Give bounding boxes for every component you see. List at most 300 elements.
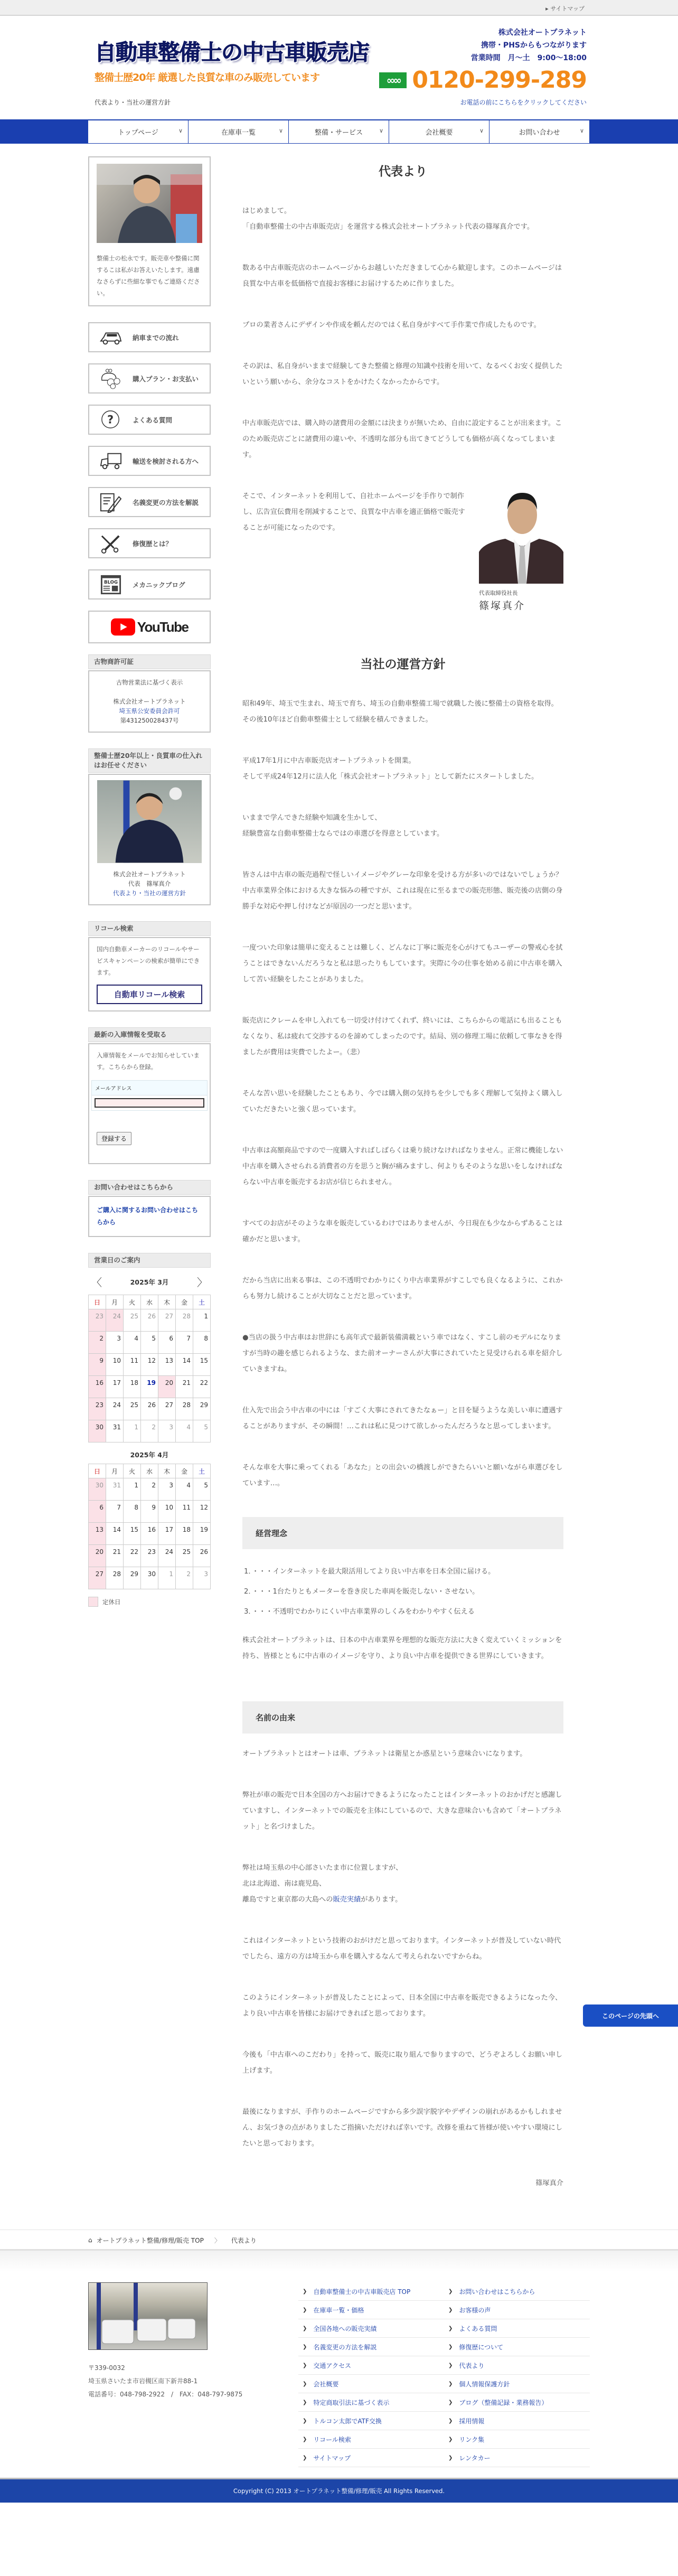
chevron-right-icon: ❯: [303, 2399, 307, 2405]
mechanic-link[interactable]: 代表より・当社の運営方針: [113, 889, 186, 897]
footer-link-label: リンク集: [459, 2436, 485, 2443]
calendar-day: 8: [124, 1501, 141, 1523]
sidebar-button-label: 修復歴とは？: [133, 539, 173, 548]
footer-link[interactable]: [298, 2430, 444, 2449]
calendar-header: [88, 1269, 211, 1295]
calendar-day: 20: [158, 1376, 176, 1398]
email-label: メールアドレス: [91, 1080, 208, 1095]
nav-label: 会社概要: [425, 129, 453, 137]
calendar-day: 11: [176, 1501, 193, 1523]
calendar-day: 2: [176, 1567, 193, 1589]
calendar-day: 26: [141, 1398, 158, 1420]
calendar-day: 14: [176, 1354, 193, 1376]
nav-label: お問い合わせ: [519, 129, 560, 137]
postal-code: 〒339-0032: [88, 2364, 125, 2372]
paragraph-text: があります。: [361, 1896, 402, 1904]
chevron-right-icon: ❯: [448, 2325, 453, 2331]
nav-item[interactable]: [189, 120, 288, 143]
recall-search-button[interactable]: 自動車リコール検索: [97, 985, 202, 1004]
sidebar-button[interactable]: [88, 569, 211, 599]
chevron-right-icon: ❯: [303, 2418, 307, 2424]
mechanic-photo: [97, 164, 202, 243]
sidebar-button[interactable]: [88, 487, 211, 517]
footer-link-label: 個人情報保護方針: [459, 2380, 510, 2388]
footer-link-label: ブログ（整備記録・業務報告）: [459, 2399, 548, 2406]
calendar-day: 31: [106, 1478, 124, 1501]
paragraph: だから当店に出来る事は、この不透明でわかりにくり中古車業界がすこしでも良くなるように、これからも努力し続けることが大切なことだと思っています。: [242, 1277, 563, 1300]
header: [0, 16, 678, 119]
paragraph: このようにインターネットが普及したことによって、日本全国に中古車を販売できるようになった今、より良い中古車を皆様にお届けできればと思っております。: [242, 1994, 562, 2018]
chevron-right-icon: ❯: [448, 2399, 453, 2405]
calendar-day: 3: [158, 1420, 176, 1442]
chevron-down-icon: ∨: [278, 127, 283, 134]
footer-link[interactable]: [444, 2430, 590, 2449]
footer-link[interactable]: [444, 2282, 590, 2301]
contact-info: [379, 26, 587, 95]
calendar-day: 24: [106, 1398, 124, 1420]
calendar-day: 29: [193, 1398, 211, 1420]
paragraph: 最後になりますが、手作りのホームページですから多少誤字脱字やデザインの崩れがあるかもしれません、お気づきの点がありましたご指摘いただければ幸いです。改修を重ねて皆様が使いやすい環境にしたいと思っております。: [242, 2108, 563, 2148]
breadcrumb-home[interactable]: オートプラネット整備/修理/販売 TOP: [96, 2236, 204, 2244]
calendar-day: 24: [158, 1545, 176, 1567]
purse-icon: [99, 368, 123, 389]
calendar-day: 1: [124, 1478, 141, 1501]
calendar-day: 27: [158, 1398, 176, 1420]
calendar-day: 1: [193, 1309, 211, 1332]
business-hours: 営業時間 月～土 9:00～18:00: [470, 54, 587, 62]
recall-title: リコール検索: [88, 921, 211, 936]
newsletter-form: [91, 1080, 208, 1111]
chevron-right-icon: ❯: [448, 2288, 453, 2294]
chevron-right-icon: ❯: [303, 2325, 307, 2331]
calendar-day: 30: [89, 1420, 106, 1442]
ceo-photo: [479, 483, 563, 584]
ceo-signature: 篠塚真介: [479, 600, 526, 612]
calendar-day: 5: [141, 1332, 158, 1354]
tools-icon: [99, 533, 123, 554]
freedial-icon: ∞∞: [379, 72, 407, 88]
chevron-right-icon: ❯: [303, 2381, 307, 2387]
calendar-day: 27: [158, 1309, 176, 1332]
weekday-header: 金: [176, 1464, 193, 1478]
footer-link-label: よくある質問: [459, 2325, 497, 2333]
copyright: Copyright (C) 2013 オートプラネット整備/修理/販売 All Rights Reserved.: [0, 2478, 678, 2503]
calendar-day: 2: [89, 1332, 106, 1354]
mechanic-title: 整備士歴20年以上・良質車の仕入れはお任せください: [88, 748, 211, 773]
calendar-day: 17: [158, 1523, 176, 1545]
newsletter-text: 入庫情報をメールでお知らせしています。こちらから登録。: [97, 1052, 200, 1071]
footer-link[interactable]: [444, 2356, 590, 2375]
calendar-day: 4: [176, 1478, 193, 1501]
register-button[interactable]: 登録する: [97, 1132, 131, 1145]
signoff: 篠塚真介: [535, 2179, 563, 2187]
calendar-day: 28: [106, 1567, 124, 1589]
paragraph: プロの業者さんにデザインや作成を頼んだのではく私自身がすべて手作業で作成したものです。: [242, 321, 541, 329]
license-company: 株式会社オートプラネット: [113, 698, 186, 705]
calendar-day: 1: [158, 1567, 176, 1589]
chevron-right-icon: ❯: [303, 2307, 307, 2313]
phone-number[interactable]: 0120-299-289: [412, 67, 587, 93]
footer-link-label: 代表より: [459, 2362, 485, 2369]
paragraph: 中古車販売店では、購入時の諸費用の金額には決まりが無いため、自由に設定することが出来ます。このため販売店ごとに諸費用の違いや、不透明な部分も出てきてどうしても価格が高くなってしまいます。: [242, 419, 562, 459]
calendar-day: 26: [141, 1309, 158, 1332]
footer-link[interactable]: [444, 2338, 590, 2356]
paragraph: 皆さんは中古車の販売過程で怪しいイメージやグレーな印象を受ける方が多いのではないでしょうか？中古車業界全体における大きな悩みの種ですが、これは現在に至るまでの販売形態、販売後の店側の身勝手な対応や押し付けなどが原因の一つだと思います。: [242, 871, 563, 911]
footer-link[interactable]: [444, 2319, 590, 2338]
calendar-day: 31: [106, 1420, 124, 1442]
footer-link-label: お客様の声: [459, 2306, 491, 2314]
calendar-day: 12: [141, 1354, 158, 1376]
nav-item[interactable]: [289, 120, 389, 143]
paragraph: そこで、インターネットを利用して、自社ホームページを手作りで制作し、広告宣伝費用を削減することで、良質な中古車を適正価格で販売することが可能になったのです。: [242, 492, 465, 532]
policy-title: 当社の運営方針: [360, 658, 446, 671]
paragraph: ●当店の扱う中古車はお世辞にも高年式で最新装備満載という車ではなく、すこし前のモデルになりますが当時の趣を感じられるような、また前オーナーさんが大事にされていたと見受けられる車を紹介していきますね。: [242, 1334, 563, 1373]
youtube-icon: [111, 616, 135, 638]
paragraph: 一度ついた印象は簡単に変えることは難しく、どんなに丁寧に販売を心がけてもユーザーの警戒心を拭うことはできないんだろうなと私は思ったりもしています。実際に今の仕事を始める前に中古車を購入して苦い経験をしたことがありました。: [242, 944, 563, 983]
chevron-right-icon: ❯: [303, 2455, 307, 2461]
document-pen-icon: [99, 492, 123, 513]
paragraph: 弊社が車の販売で日本全国の方へお届けできるようになったことはインターネットのおかげだと感謝していますし、インターネットでの販売を主体にしているので、大きな意味合いも含めて「オートプラネット」と名づけました。: [242, 1791, 562, 1831]
footer-link-label: 特定商取引法に基づく表示: [313, 2399, 390, 2406]
breadcrumb-current: 代表より: [231, 2236, 257, 2244]
chevron-right-icon: ❯: [303, 2288, 307, 2294]
weekday-header: 木: [158, 1295, 176, 1309]
footer-link-label: 会社概要: [313, 2380, 339, 2388]
closed-day-swatch: [88, 1597, 98, 1607]
footer-link-label: 在庫車一覧・価格: [313, 2306, 364, 2314]
calendar-day: 15: [124, 1523, 141, 1545]
main-content: [242, 156, 563, 2219]
footer-link[interactable]: [444, 2375, 590, 2393]
calendar-day: 10: [158, 1501, 176, 1523]
calendar-day: 25: [176, 1545, 193, 1567]
calendar-day: 21: [106, 1545, 124, 1567]
calendar-day: 12: [193, 1501, 211, 1523]
calendar-day: 6: [89, 1501, 106, 1523]
calendar-month-title: 2025年 3月: [130, 1278, 169, 1286]
footer-link[interactable]: [298, 2338, 444, 2356]
sidebar-button-label: よくある質問: [133, 416, 173, 424]
calendar-day: 14: [106, 1523, 124, 1545]
weekday-header: 木: [158, 1464, 176, 1478]
calendar-day: 2: [141, 1478, 158, 1501]
calendar-day: 23: [89, 1398, 106, 1420]
calendar-day: 24: [106, 1309, 124, 1332]
calendar-day: 4: [124, 1332, 141, 1354]
calendar-day: 20: [89, 1545, 106, 1567]
sidebar-button-label: メカニックブログ: [133, 580, 185, 589]
calendar-day: 19: [141, 1376, 158, 1398]
calendar-day: 28: [176, 1398, 193, 1420]
paragraph: いままで学んできた経験や知識を生かして、 経験豊富な自動車整備士ならではの車選びを得意としています。: [242, 814, 444, 838]
email-field[interactable]: [95, 1098, 204, 1108]
weekday-header: 金: [176, 1295, 193, 1309]
calendar-section: [88, 1253, 211, 1607]
license-link[interactable]: 埼玉県公安委員会許可: [119, 707, 180, 715]
truck-icon: [99, 451, 123, 472]
calendar-day: 2: [141, 1420, 158, 1442]
calendar-day: 11: [124, 1354, 141, 1376]
footer-link-label: レンタカー: [459, 2454, 491, 2462]
weekday-header: 土: [193, 1295, 211, 1309]
calendar-table: [88, 1295, 211, 1442]
paragraph: 数ある中古車販売店のホームページからお越しいただきまして心から歓迎します。このホームページは良質な中古車を低価格で直接お客様にお届けするために作りました。: [242, 264, 562, 288]
footer-link[interactable]: [444, 2449, 590, 2467]
mechanic-name: 代表 篠塚真介: [128, 880, 171, 887]
svg-text:?: ?: [107, 413, 114, 426]
chevron-right-icon: ❯: [448, 2418, 453, 2424]
sidebar-button-label: 納車までの流れ: [133, 333, 179, 342]
footer-link[interactable]: [298, 2319, 444, 2338]
philosophy-item: 1．・・・インターネットを最大限活用してより良い中古車を日本全国に届ける。: [244, 1568, 495, 1576]
calendar-day: 22: [124, 1545, 141, 1567]
sidebar-button[interactable]: [88, 528, 211, 558]
owner-photo: [97, 780, 202, 863]
footer-link-label: 交通アクセス: [313, 2362, 352, 2369]
weekday-header: 日: [89, 1295, 106, 1309]
chevron-down-icon: ∨: [379, 127, 383, 134]
paragraph: 販売店にクレームを申し入れても一切受け付けてくれず、終いには、こちらからの電話にも出ることもなくなり、私は疲れて交渉するのを諦めてしまったのです。結局、別の修理工場に依頼して事なきを得ましたが費用は実費でしたよー。（悲）: [242, 1017, 562, 1056]
mechanic-company: 株式会社オートプラネット: [113, 870, 186, 878]
footer-link[interactable]: [298, 2375, 444, 2393]
newsletter-title: 最新の入庫情報を受取る: [88, 1027, 211, 1042]
license-number: 第431250028437号: [120, 717, 179, 724]
chevron-right-icon: ❯: [448, 2455, 453, 2461]
calendar-legend: [88, 1597, 211, 1607]
calendar-day: 7: [106, 1501, 124, 1523]
sidebar-button[interactable]: [88, 446, 211, 476]
breadcrumb-separator: 〉: [214, 2236, 221, 2244]
phone-fax: 電話番号：048-798-2922 / FAX：048-797-9875: [88, 2391, 243, 2398]
footer-link-label: トルコン太郎でATF交換: [313, 2417, 382, 2425]
tagline: 整備士歴20年 厳選した良質な車のみ販売しています: [95, 72, 320, 83]
page-subtitle: 代表より・当社の運営方針: [95, 99, 171, 106]
weekday-header: 月: [106, 1295, 124, 1309]
chevron-right-icon: ❯: [303, 2344, 307, 2350]
ceo-caption: 代表取締役社長: [479, 590, 518, 596]
weekday-header: 日: [89, 1464, 106, 1478]
back-to-top-button[interactable]: このページの先頭へ: [583, 2004, 678, 2027]
sidebar-button[interactable]: [88, 322, 211, 352]
prev-month-arrow[interactable]: 〈: [91, 1276, 102, 1289]
footer-link[interactable]: [298, 2412, 444, 2430]
calendar-day: 13: [158, 1354, 176, 1376]
footer-link-label: リコール検索: [313, 2436, 351, 2443]
paragraph: 今後も「中古車へのこだわり」を持って、販売に取り組んで参りますので、どうぞよろしくお願い申し上げます。: [242, 2051, 563, 2075]
footer: [0, 2251, 678, 2478]
mobile-note: 携帯・PHSからもつながります: [481, 41, 587, 50]
sales-record-link[interactable]: 販売実績: [333, 1896, 361, 1904]
calendar-day: 5: [193, 1420, 211, 1442]
greeting-title: 代表より: [379, 165, 427, 179]
mechanic-profile: [88, 156, 211, 306]
profile-text: 整備士の松永です。販売車や整備に関するこは私がお答えいたします。遠慮なさらずに些細な事でもご連絡ください。: [97, 255, 200, 297]
weekday-header: 土: [193, 1464, 211, 1478]
calendar-day: 25: [124, 1398, 141, 1420]
newsletter-section: [88, 1027, 211, 1164]
calendar-day: 1: [124, 1420, 141, 1442]
site-logo[interactable]: 自動車整備士の中古車販売店: [95, 40, 369, 65]
recall-section: [88, 921, 211, 1011]
sidebar-button[interactable]: [88, 405, 211, 435]
nav-item[interactable]: [389, 120, 489, 143]
svg-text:BLOG: BLOG: [104, 579, 118, 585]
chevron-down-icon: ∨: [479, 127, 484, 134]
paragraph: これはインターネットという技術のおがけだと思っております。インターネットが普及していない時代でしたら、遠方の方は埼玉から車を購入するなんて考えられないですからね。: [242, 1937, 561, 1961]
footer-link-label: サイトマップ: [313, 2454, 351, 2462]
youtube-label: YouTube: [137, 619, 189, 635]
sidebar-button[interactable]: [88, 363, 211, 394]
footer-link-label: 名義変更の方法を解説: [313, 2343, 377, 2351]
contact-title: お問い合わせはこちらから: [88, 1180, 211, 1195]
calendar-day: 23: [141, 1545, 158, 1567]
calendar-day: 15: [193, 1354, 211, 1376]
footer-links: [298, 2282, 590, 2467]
paragraph: 仕入先で出会う中古車の中には「すごく大事にされてきたなぁー」と目を疑うような美しい車に遭遇することがありますが、その瞬間！…これは私に見つけて欲しかったんだろうなと思ってしまいます。: [242, 1407, 563, 1430]
paragraph: 株式会社オートプラネットは、日本の中古車業界を理想的な販売方法に大きく変えていくミッションを持ち、皆様とともに中古車のイメージを守り、より良い中古車を提供できる世界にしていきます。: [242, 1636, 562, 1660]
calendar-day: 7: [176, 1332, 193, 1354]
sidebar-button-label: 輸送を検討される方へ: [133, 457, 199, 465]
philosophy-item: 3．・・・不透明でわかりにくい中古車業界のしくみをわかりやすく伝える: [244, 1608, 475, 1616]
legend-label: 定休日: [102, 1598, 121, 1606]
calendar-table: [88, 1464, 211, 1589]
philosophy-item: 2．・・・1台たりともメーターを巻き戻した車両を販売しない・させない。: [244, 1588, 479, 1596]
contact-section: [88, 1180, 211, 1237]
car-icon: [99, 327, 123, 348]
weekday-header: 水: [141, 1464, 158, 1478]
nav-label: 在庫車一覧: [221, 129, 256, 137]
paragraph: そんな車を大事に乗ってくれる「あなた」との出会いの橋渡しができたらいいと願いながら車選びをしています…。: [242, 1464, 563, 1487]
license-line: 古物営業法に基づく表示: [116, 679, 183, 686]
footer-link[interactable]: [444, 2412, 590, 2430]
weekday-header: 火: [124, 1464, 141, 1478]
chevron-down-icon: ∨: [579, 127, 584, 134]
main-nav: [0, 119, 678, 144]
license-section: [88, 654, 211, 733]
calendar-day: 22: [193, 1376, 211, 1398]
paragraph: オートプラネットとはオートは車、プラネットは衛星とか惑星という意味合いになります。: [242, 1750, 527, 1758]
calendar-day: 27: [89, 1567, 106, 1589]
calendar-day: 25: [124, 1309, 141, 1332]
chevron-right-icon: ❯: [448, 2344, 453, 2350]
blog-icon: [99, 574, 123, 595]
calendar-day: 21: [176, 1376, 193, 1398]
nav-label: 整備・サービス: [314, 129, 363, 137]
garage-photo: [88, 2282, 208, 2350]
license-title: 古物商許可証: [88, 654, 211, 669]
calendar-day: 28: [176, 1309, 193, 1332]
calendar-day: 5: [193, 1478, 211, 1501]
calendar-day: 17: [106, 1376, 124, 1398]
calendar-day: 23: [89, 1309, 106, 1332]
chevron-down-icon: ∨: [178, 127, 183, 134]
calendar-day: 3: [193, 1567, 211, 1589]
address: 埼玉県さいたま市岩槻区南下新井88-1: [88, 2377, 198, 2385]
purchase-inquiry-link[interactable]: ご購入に関するお問い合わせはこちらから: [97, 1206, 199, 1226]
footer-link[interactable]: [298, 2393, 444, 2412]
paragraph: そんな苦い思いを経験したこともあり、今では購入側の気持ちを少しでも多く理解して気持よく購入していただきたいと強く思っています。: [242, 1090, 563, 1113]
nav-item[interactable]: [489, 120, 589, 143]
footer-link[interactable]: [298, 2356, 444, 2375]
calendar-day: 3: [158, 1478, 176, 1501]
calendar-month-title: 2025年 4月: [130, 1451, 169, 1459]
calendar-title: 営業日のご案内: [88, 1253, 211, 1268]
company-name: 株式会社オートプラネット: [498, 29, 587, 37]
paragraph: 昭和49年、埼玉で生まれ、埼玉で育ち、埼玉の自動車整備工場で就職した後に整備士の資格を取得。その後10年ほど自動車整備士として経験を積んできました。: [242, 700, 558, 724]
paragraph: その訳は、私自身がいままで経験してきた整備と修理の知識や技術を用いて、なるべくお安く提供したいという願いから、余分なコストをかけたくなかったからです。: [242, 362, 563, 386]
footer-link-label: 採用情報: [459, 2417, 485, 2425]
chevron-right-icon: ❯: [448, 2436, 453, 2442]
calendar-day: 18: [176, 1523, 193, 1545]
paragraph: 平成17年1月に中古車販売店オートプラネットを開業。 そして平成24年12月に法人化「株式会社オートプラネット」として新たにスタートしました。: [242, 757, 539, 781]
footer-link-label: お問い合わせはこちらから: [459, 2288, 535, 2296]
paragraph-text: 弊社は埼玉県の中心部さいたま市に位置しますが、 北は北海道、南は鹿児島、 離島ですと東京都の大島への: [242, 1864, 403, 1904]
next-month-arrow[interactable]: 〉: [197, 1276, 208, 1289]
calendar-day: 30: [89, 1478, 106, 1501]
calendar-day: 9: [89, 1354, 106, 1376]
weekday-header: 月: [106, 1464, 124, 1478]
footer-link[interactable]: [444, 2301, 590, 2319]
calendar-day: 3: [106, 1332, 124, 1354]
footer-link[interactable]: [298, 2449, 444, 2467]
footer-link[interactable]: [298, 2301, 444, 2319]
ceo-photo-block: [479, 483, 563, 612]
sidebar-button-label: 購入プラン・お支払い: [133, 374, 199, 383]
calendar-day: 16: [89, 1376, 106, 1398]
paragraph-with-link: [242, 1860, 563, 1908]
origin-title: 名前の由来: [242, 1701, 563, 1734]
calendar-day: 9: [141, 1501, 158, 1523]
nav-item[interactable]: [88, 120, 188, 143]
nav-label: トップページ: [118, 129, 158, 137]
weekday-header: 火: [124, 1295, 141, 1309]
weekday-header: 水: [141, 1295, 158, 1309]
paragraph: すべてのお店がそのような車を販売しているわけではありませんが、今日現在も少なからずあることは確かだと思います。: [242, 1220, 563, 1243]
sidebar-button-label: 名義変更の方法を解説: [133, 498, 199, 507]
calendar-day: 29: [124, 1567, 141, 1589]
top-bar: [0, 0, 678, 16]
calendar-day: 4: [176, 1420, 193, 1442]
chevron-right-icon: ❯: [448, 2381, 453, 2387]
footer-link-label: 自動車整備士の中古車販売店 TOP: [313, 2288, 411, 2296]
philosophy-title: 経営理念: [242, 1517, 563, 1549]
footer-link-label: 全国各地への販売実績: [313, 2325, 377, 2333]
address-block: [88, 2362, 298, 2401]
home-icon: ⌂: [88, 2236, 92, 2244]
sidebar: [88, 156, 211, 2219]
footer-link-label: 修復歴について: [459, 2343, 504, 2351]
calendar-day: 26: [193, 1545, 211, 1567]
paragraph: はじめまして。 「自動車整備士の中古車販売店」を運営する株式会社オートプラネット代表の篠塚真介です。: [242, 207, 534, 231]
chevron-right-icon: ❯: [303, 2436, 307, 2442]
question-icon: [99, 409, 123, 430]
sitemap-link[interactable]: ▸ サイトマップ: [545, 5, 585, 12]
breadcrumb: [0, 2230, 678, 2251]
sitemap-label: サイトマップ: [550, 5, 585, 12]
calendar-day: 30: [141, 1567, 158, 1589]
pre-call-link[interactable]: お電話の前にこちらをクリックしてください: [460, 99, 587, 106]
youtube-button[interactable]: [88, 611, 211, 643]
chevron-right-icon: ❯: [303, 2362, 307, 2368]
paragraph: 中古車は高額商品ですので一度購入すればしばらくは乗り続けなければなりません。正常に機能しない中古車を購入させられる消費者の方を思うと胸が痛みますし、何よりもそのような思いをしなければならない中古車を販売するお店が信じられません。: [242, 1147, 563, 1186]
calendar-day: 16: [141, 1523, 158, 1545]
calendar-day: 10: [106, 1354, 124, 1376]
footer-link[interactable]: [444, 2393, 590, 2412]
calendar-day: 8: [193, 1332, 211, 1354]
mechanic-section: [88, 748, 211, 905]
calendar-day: 19: [193, 1523, 211, 1545]
footer-link[interactable]: [298, 2282, 444, 2301]
